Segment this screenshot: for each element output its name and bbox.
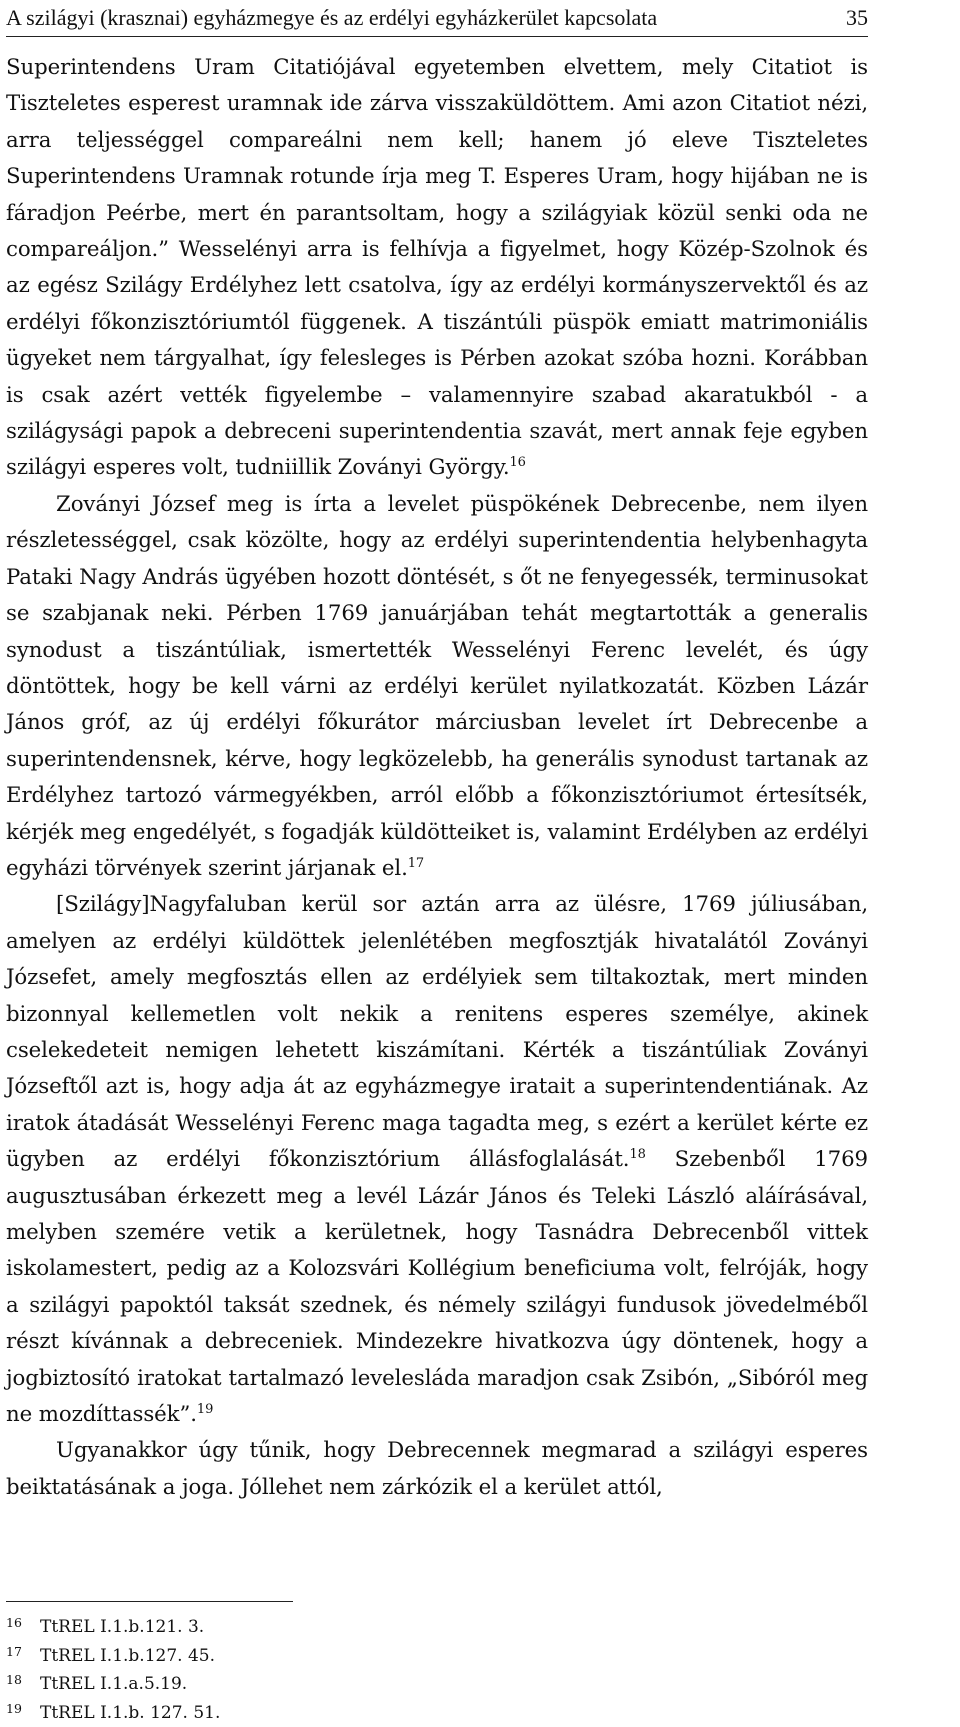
paragraph-text: [Szilágy]Nagyfaluban kerül sor aztán arra az ülésre, 1769 júliusában, amelyen az erdélyi küldöttek jelenlétében megfosztják hivatalától Zoványi Józsefet, amely megfosztás ellen az erdélyiek sem tiltakoztak, mert minden bizonnyal kellemetlen volt nekik a renitens esperes személye, akinek cselekedeteit nemigen lehetett kiszámítani. Kérték a tiszántúliak Zoványi Józseftől azt is, hogy adja át az egyházmegye iratait a superintendentiának. Az iratok átadását Wesselényi Ferenc maga tagadta meg, s ezért a kerület kérte ez ügyben az erdélyi főkonzisztórium állásfoglalását. (6, 892, 868, 1172)
paragraph-text: Ugyanakkor úgy tűnik, hogy Debrecennek megmarad a szilágyi esperes beiktatásának a joga. Jóllehet nem zárkózik el a kerület attól, (6, 1438, 868, 1499)
page-number: 35 (846, 2, 868, 34)
footnote-reference[interactable]: 17 (408, 856, 424, 871)
paragraph (6, 887, 868, 1433)
footnote (6, 1670, 868, 1699)
footnote-text: TtREL I.1.b. 127. 51. (40, 1699, 220, 1727)
paragraph (6, 487, 868, 887)
running-head-title: A szilágyi (krasznai) egyházmegye és az erdélyi egyházkerület kapcsolata (6, 2, 657, 34)
footnote-number: 18 (6, 1666, 22, 1695)
footnote-reference[interactable]: 16 (510, 455, 526, 470)
paragraph (6, 1433, 868, 1506)
footnote-text: TtREL I.1.a.5.19. (40, 1670, 187, 1699)
footnote-separator (6, 1601, 293, 1602)
footnote-number: 16 (6, 1609, 22, 1638)
paragraph (6, 50, 868, 487)
body-text (6, 50, 868, 1506)
footnotes (6, 1613, 868, 1727)
paragraph-text: Szebenből 1769 augusztusában érkezett meg a levél Lázár János és Teleki László aláírásával, melyben szemére vetik a kerületnek, hogy Tasnádra Debrecenből vittek iskolamestert, pedig az a Kolozsvári Kollégium beneficiuma volt, felróják, hogy a szilágyi papoktól taksát szednek, és némely szilágyi fundusok jövedelméből részt kívánnak a debreceniek. Mindezekre hivatkozva úgy döntenek, hogy a jogbiztosító iratokat tartalmazó levelesláda maradjon csak Zsibón, „Sibóról meg ne mozdíttassék”. (6, 1147, 868, 1427)
footnote-text: TtREL I.1.b.121. 3. (40, 1613, 204, 1642)
footnote-number: 19 (6, 1695, 22, 1724)
footnote (6, 1642, 868, 1671)
paragraph-text: Superintendens Uram Citatiójával egyetemben elvettem, mely Citatiot is Tiszteletes esperest uramnak ide zárva visszaküldöttem. Ami azon Citatiot nézi, arra teljességgel compareálni nem kell; hanem jó eleve Tiszteletes Superintendens Uramnak rotunde írja meg T. Esperes Uram, hogy hijában ne is fáradjon Peérbe, mert én parantsoltam, hogy a szilágyiak közül senki oda ne compareáljon.” Wesselényi arra is felhívja a figyelmet, hogy Közép-Szolnok és az egész Szilágy Erdélyhez lett csatolva, így az erdélyi kormányszervektől és az erdélyi főkonzisztóriumtól függenek. A tiszántúli püspök emiatt matrimoniális ügyeket nem tárgyalhat, így felesleges is Pérben azokat szóba hozni. Korábban is csak azért vették figyelembe – valamennyire szabad akaratukból - a szilágysági papok a debreceni superintendentia szavát, mert annak feje egyben szilágyi esperes volt, tudniillik Zoványi György. (6, 55, 868, 480)
paragraph-text: Zoványi József meg is írta a levelet püspökének Debrecenbe, nem ilyen részletességgel, csak közölte, hogy az erdélyi superintendentia helybenhagyta Pataki Nagy András ügyében hozott döntését, s őt ne fenyegessék, terminusokat se szabjanak neki. Pérben 1769 januárjában tehát megtartották a generalis synodust a tiszántúliak, ismertették Wesselényi Ferenc levelét, és úgy döntöttek, hogy be kell várni az erdélyi kerület nyilatkozatát. Közben Lázár János gróf, az új erdélyi főkurátor márciusban levelet írt Debrecenbe a superintendensnek, kérve, hogy legközelebb, ha generális synodust tartanak az Erdélyhez tartozó vármegyékben, arról előbb a főkonzisztóriumot értesítsék, kérjék meg engedélyét, s fogadják küldötteiket is, valamint Erdélyben az erdélyi egyházi törvények szerint járjanak el. (6, 492, 868, 881)
footnote-reference[interactable]: 18 (629, 1147, 645, 1162)
footnote (6, 1613, 868, 1642)
footnote-number: 17 (6, 1638, 22, 1667)
running-head (6, 2, 868, 37)
footnote-text: TtREL I.1.b.127. 45. (40, 1642, 215, 1671)
footnote-reference[interactable]: 19 (197, 1402, 213, 1417)
